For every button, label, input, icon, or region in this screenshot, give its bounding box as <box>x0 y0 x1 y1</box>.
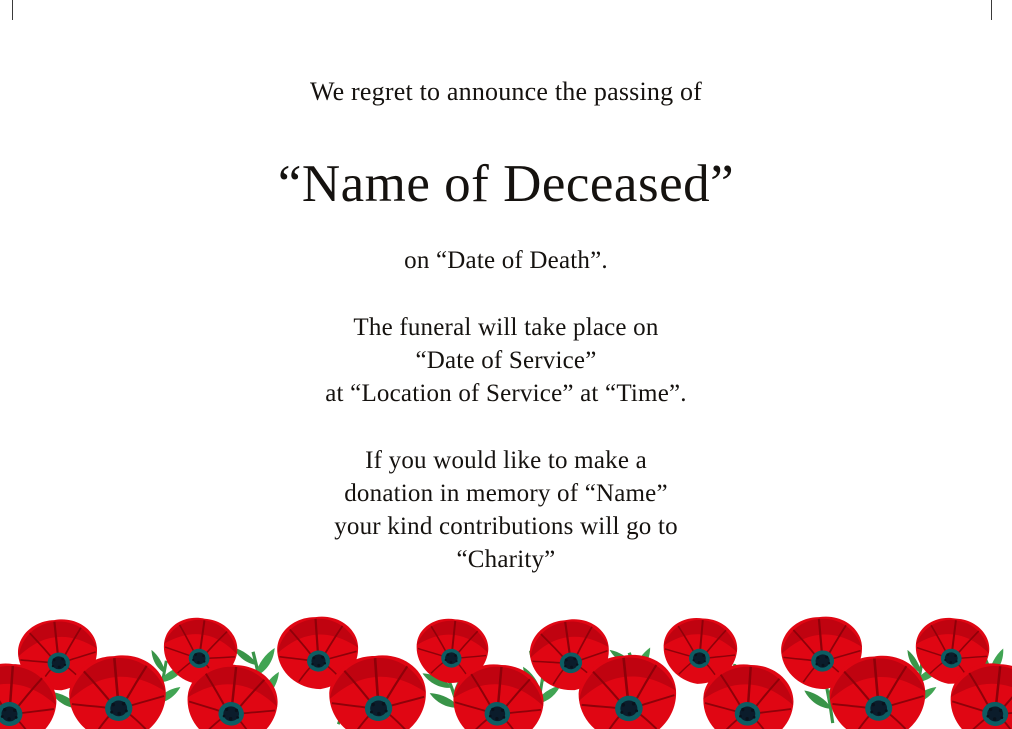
poppy-border-decoration <box>0 594 1012 729</box>
donation-line-2: donation in memory of “Name” <box>344 480 668 507</box>
date-of-death-text: on “Date of Death”. <box>404 247 608 274</box>
service-line-3: at “Location of Service” at “Time”. <box>325 380 687 407</box>
service-details <box>0 311 1012 410</box>
service-line-1: The funeral will take place on <box>353 314 659 341</box>
deceased-name: “Name of Deceased” <box>277 155 735 213</box>
donation-details <box>0 444 1012 576</box>
crop-mark-top-right <box>991 0 992 20</box>
donation-line-4: “Charity” <box>456 546 556 573</box>
service-line-2: “Date of Service” <box>415 347 597 374</box>
donation-line-1: If you would like to make a <box>365 447 647 474</box>
crop-mark-top-left <box>12 0 13 20</box>
donation-line-3: your kind contributions will go to <box>334 513 678 540</box>
announcement-intro-text: We regret to announce the passing of <box>309 77 703 106</box>
